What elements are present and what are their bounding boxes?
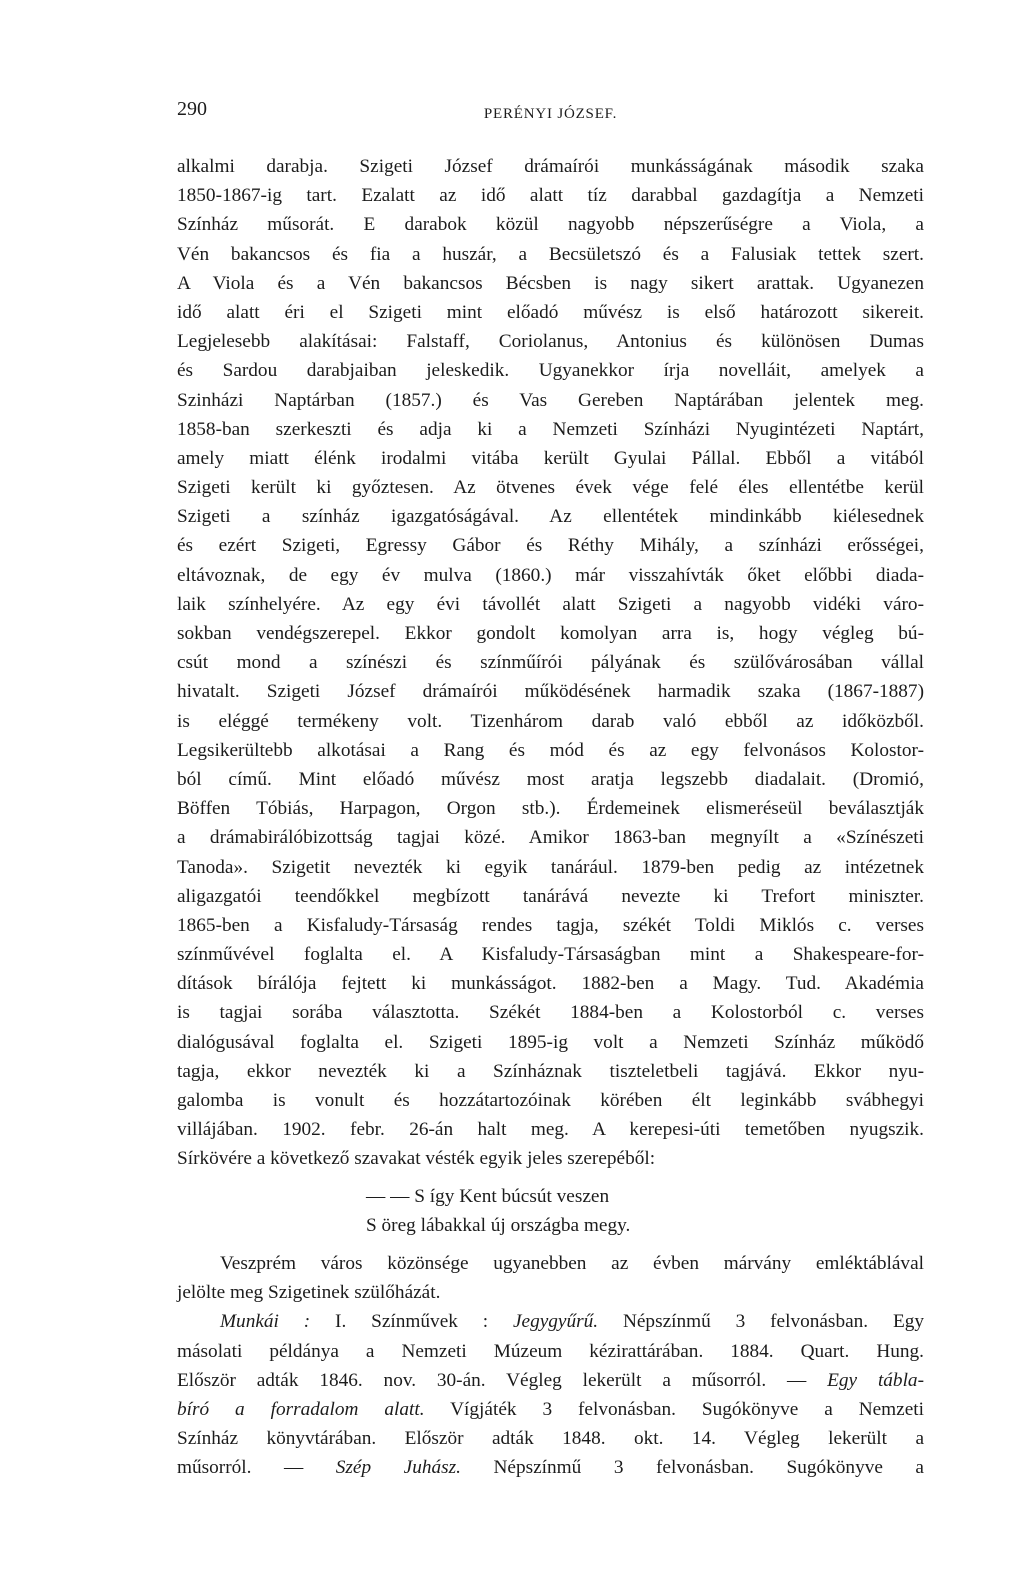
text-line <box>177 1366 924 1395</box>
text-line: aligazgatói teendőkkel megbízott tanárává nevezte ki Trefort miniszter. <box>177 885 924 907</box>
text-line: dítások bírálója fejtett ki munkásságot. 1882-ben a Magy. Tud. Akadémia <box>177 973 924 995</box>
work-title: Egy tábla- <box>827 1369 924 1391</box>
text-line: Vén bakancsos és fia a huszár, a Becsületszó és a Falusiak tettek szert. <box>177 243 924 265</box>
work-title: bíró a forradalom alatt. <box>177 1398 425 1420</box>
paragraph-biography <box>177 152 924 1174</box>
text-run: Először adták 1846. nov. 30-án. Végleg lekerült a műsorról. — <box>177 1369 828 1391</box>
text-line: galomba is vonult és hozzátartozóinak körében élt leginkább svábhegyi <box>177 1090 924 1111</box>
work-title: Szép Juhász. <box>335 1457 461 1479</box>
text-run: Népszínmű 3 felvonásban. Egy <box>598 1311 925 1333</box>
text-line: és Sardou darabjaiban jeleskedik. Ugyanekkor írja novelláit, amelyek a <box>177 360 924 382</box>
text-line: hivatalt. Szigeti József drámaírói működésének harmadik szaka (1867-1887) <box>177 681 924 703</box>
verse-line-1: — — S így Kent búcsút veszen <box>366 1185 610 1207</box>
text-line: Sírkövére a következő szavakat vésték egyik jeles szerepéből: <box>177 1148 656 1170</box>
text-line: jelölte meg Szigetinek szülőházát. <box>177 1282 441 1304</box>
text-line: színművével foglalta el. A Kisfaludy-Társaságban mint a Shakespeare-for- <box>177 944 924 966</box>
text-line: Böffen Tóbiás, Harpagon, Orgon stb.). Érdemeinek elismeréseül beválasztják <box>177 798 924 820</box>
text-line: dialógusával foglalta el. Szigeti 1895-ig volt a Nemzeti Színház működő <box>177 1031 924 1053</box>
text-run: Népszínmű 3 felvonásban. Sugókönyve a <box>460 1457 924 1479</box>
text-line: Szigeti került ki győztesen. Az ötvenes évek vége felé éles ellentétbe kerül <box>177 477 924 499</box>
text-line: Szinházi Naptárban (1857.) és Vas Gereben Naptárában jelentek meg. <box>177 389 924 411</box>
text-line: Tanoda». Szigetit nevezték ki egyik tanárául. 1879-ben pedig az intézetnek <box>177 856 924 878</box>
verse-quote <box>177 1182 924 1240</box>
text-line: tagja, ekkor nevezték ki a Színháznak tiszteletbeli tagjává. Ekkor nyu- <box>177 1060 924 1082</box>
text-line <box>177 1307 924 1336</box>
text-line: is tagjai sorába választotta. Székét 1884-ben a Kolostorból c. verses <box>177 1002 924 1024</box>
text-line: 1858-ban szerkeszti és adja ki a Nemzeti Színházi Nyugintézeti Naptárt, <box>177 418 924 440</box>
text-line: eltávoznak, de egy év mulva (1860.) már visszahívták őket előbbi diada- <box>177 564 924 586</box>
text-line: Legjelesebb alakításai: Falstaff, Coriolanus, Antonius és különösen Dumas <box>177 331 924 353</box>
verse-line-2: S öreg lábakkal új országba megy. <box>366 1214 631 1236</box>
text-line: csút mond a színészi és színműírói pályának és szülővárosában vállal <box>177 652 924 674</box>
text-line: Szigeti a színház igazgatóságával. Az ellentétek mindinkább kiélesednek <box>177 506 924 528</box>
page-body <box>177 152 924 1482</box>
running-head: PERÉNYI JÓZSEF. <box>483 106 618 122</box>
text-run: I. Színművek : <box>310 1311 513 1333</box>
text-line: ból című. Mint előadó művész most aratja legszebb diadalait. (Dromió, <box>177 768 924 790</box>
works-label: Munkái : <box>220 1311 311 1333</box>
text-line: és ezért Szigeti, Egressy Gábor és Réthy Mihály, a színházi erősségei, <box>177 535 924 557</box>
text-line: Legsikerültebb alkotásai a Rang és mód és az egy felvonásos Kolostor- <box>177 739 924 761</box>
text-line <box>177 1453 924 1482</box>
text-run: műsorról. — <box>177 1457 336 1479</box>
text-line: amely miatt élénk irodalmi vitába került Gyulai Pállal. Ebből a vitából <box>177 447 924 469</box>
text-line: a drámabirálóbizottság tagjai közé. Amikor 1863-ban megnyílt a «Színészeti <box>177 827 924 849</box>
text-line: idő alatt éri el Szigeti mint előadó művész is első határozott sikereit. <box>177 301 924 323</box>
paragraph-works <box>177 1307 924 1482</box>
text-line: is eléggé termékeny volt. Tizenhárom darab való ebből az időközből. <box>177 710 924 732</box>
text-line: alkalmi darabja. Szigeti József drámaírói munkásságának második szaka <box>177 156 924 177</box>
text-line: 1865-ben a Kisfaludy-Társaság rendes tagja, székét Toldi Miklós c. verses <box>177 914 924 936</box>
text-line: laik színhelyére. Az egy évi távollét alatt Szigeti a nagyobb vidéki váro- <box>177 593 924 615</box>
text-line <box>177 1395 924 1424</box>
page-number: 290 <box>177 98 207 120</box>
text-run: Vígjáték 3 felvonásban. Sugókönyve a Nemzeti <box>424 1398 925 1420</box>
text-line: Színház könyvtárában. Először adták 1848. okt. 14. Végleg lekerült a <box>177 1428 924 1450</box>
text-line: A Viola és a Vén bakancsos Bécsben is nagy sikert arattak. Ugyanezen <box>177 272 924 294</box>
paragraph-memorial <box>177 1249 924 1307</box>
text-line: sokban vendégszerepel. Ekkor gondolt komolyan arra is, hogy végleg bú- <box>177 623 924 644</box>
text-line: másolati példánya a Nemzeti Múzeum kézirattárában. 1884. Quart. Hung. <box>177 1340 924 1362</box>
text-line: Színház műsorát. E darabok közül nagyobb népszerűségre a Viola, a <box>177 214 924 236</box>
text-line: Veszprém város közönsége ugyanebben az évben márvány emléktáblával <box>220 1252 924 1274</box>
text-line: 1850-1867-ig tart. Ezalatt az idő alatt tíz darabbal gazdagítja a Nemzeti <box>177 185 924 207</box>
page-header <box>177 98 924 138</box>
text-line: villájában. 1902. febr. 26-án halt meg. A kerepesi-úti temetőben nyugszik. <box>177 1119 924 1141</box>
work-title: Jegygyűrű. <box>512 1311 599 1333</box>
